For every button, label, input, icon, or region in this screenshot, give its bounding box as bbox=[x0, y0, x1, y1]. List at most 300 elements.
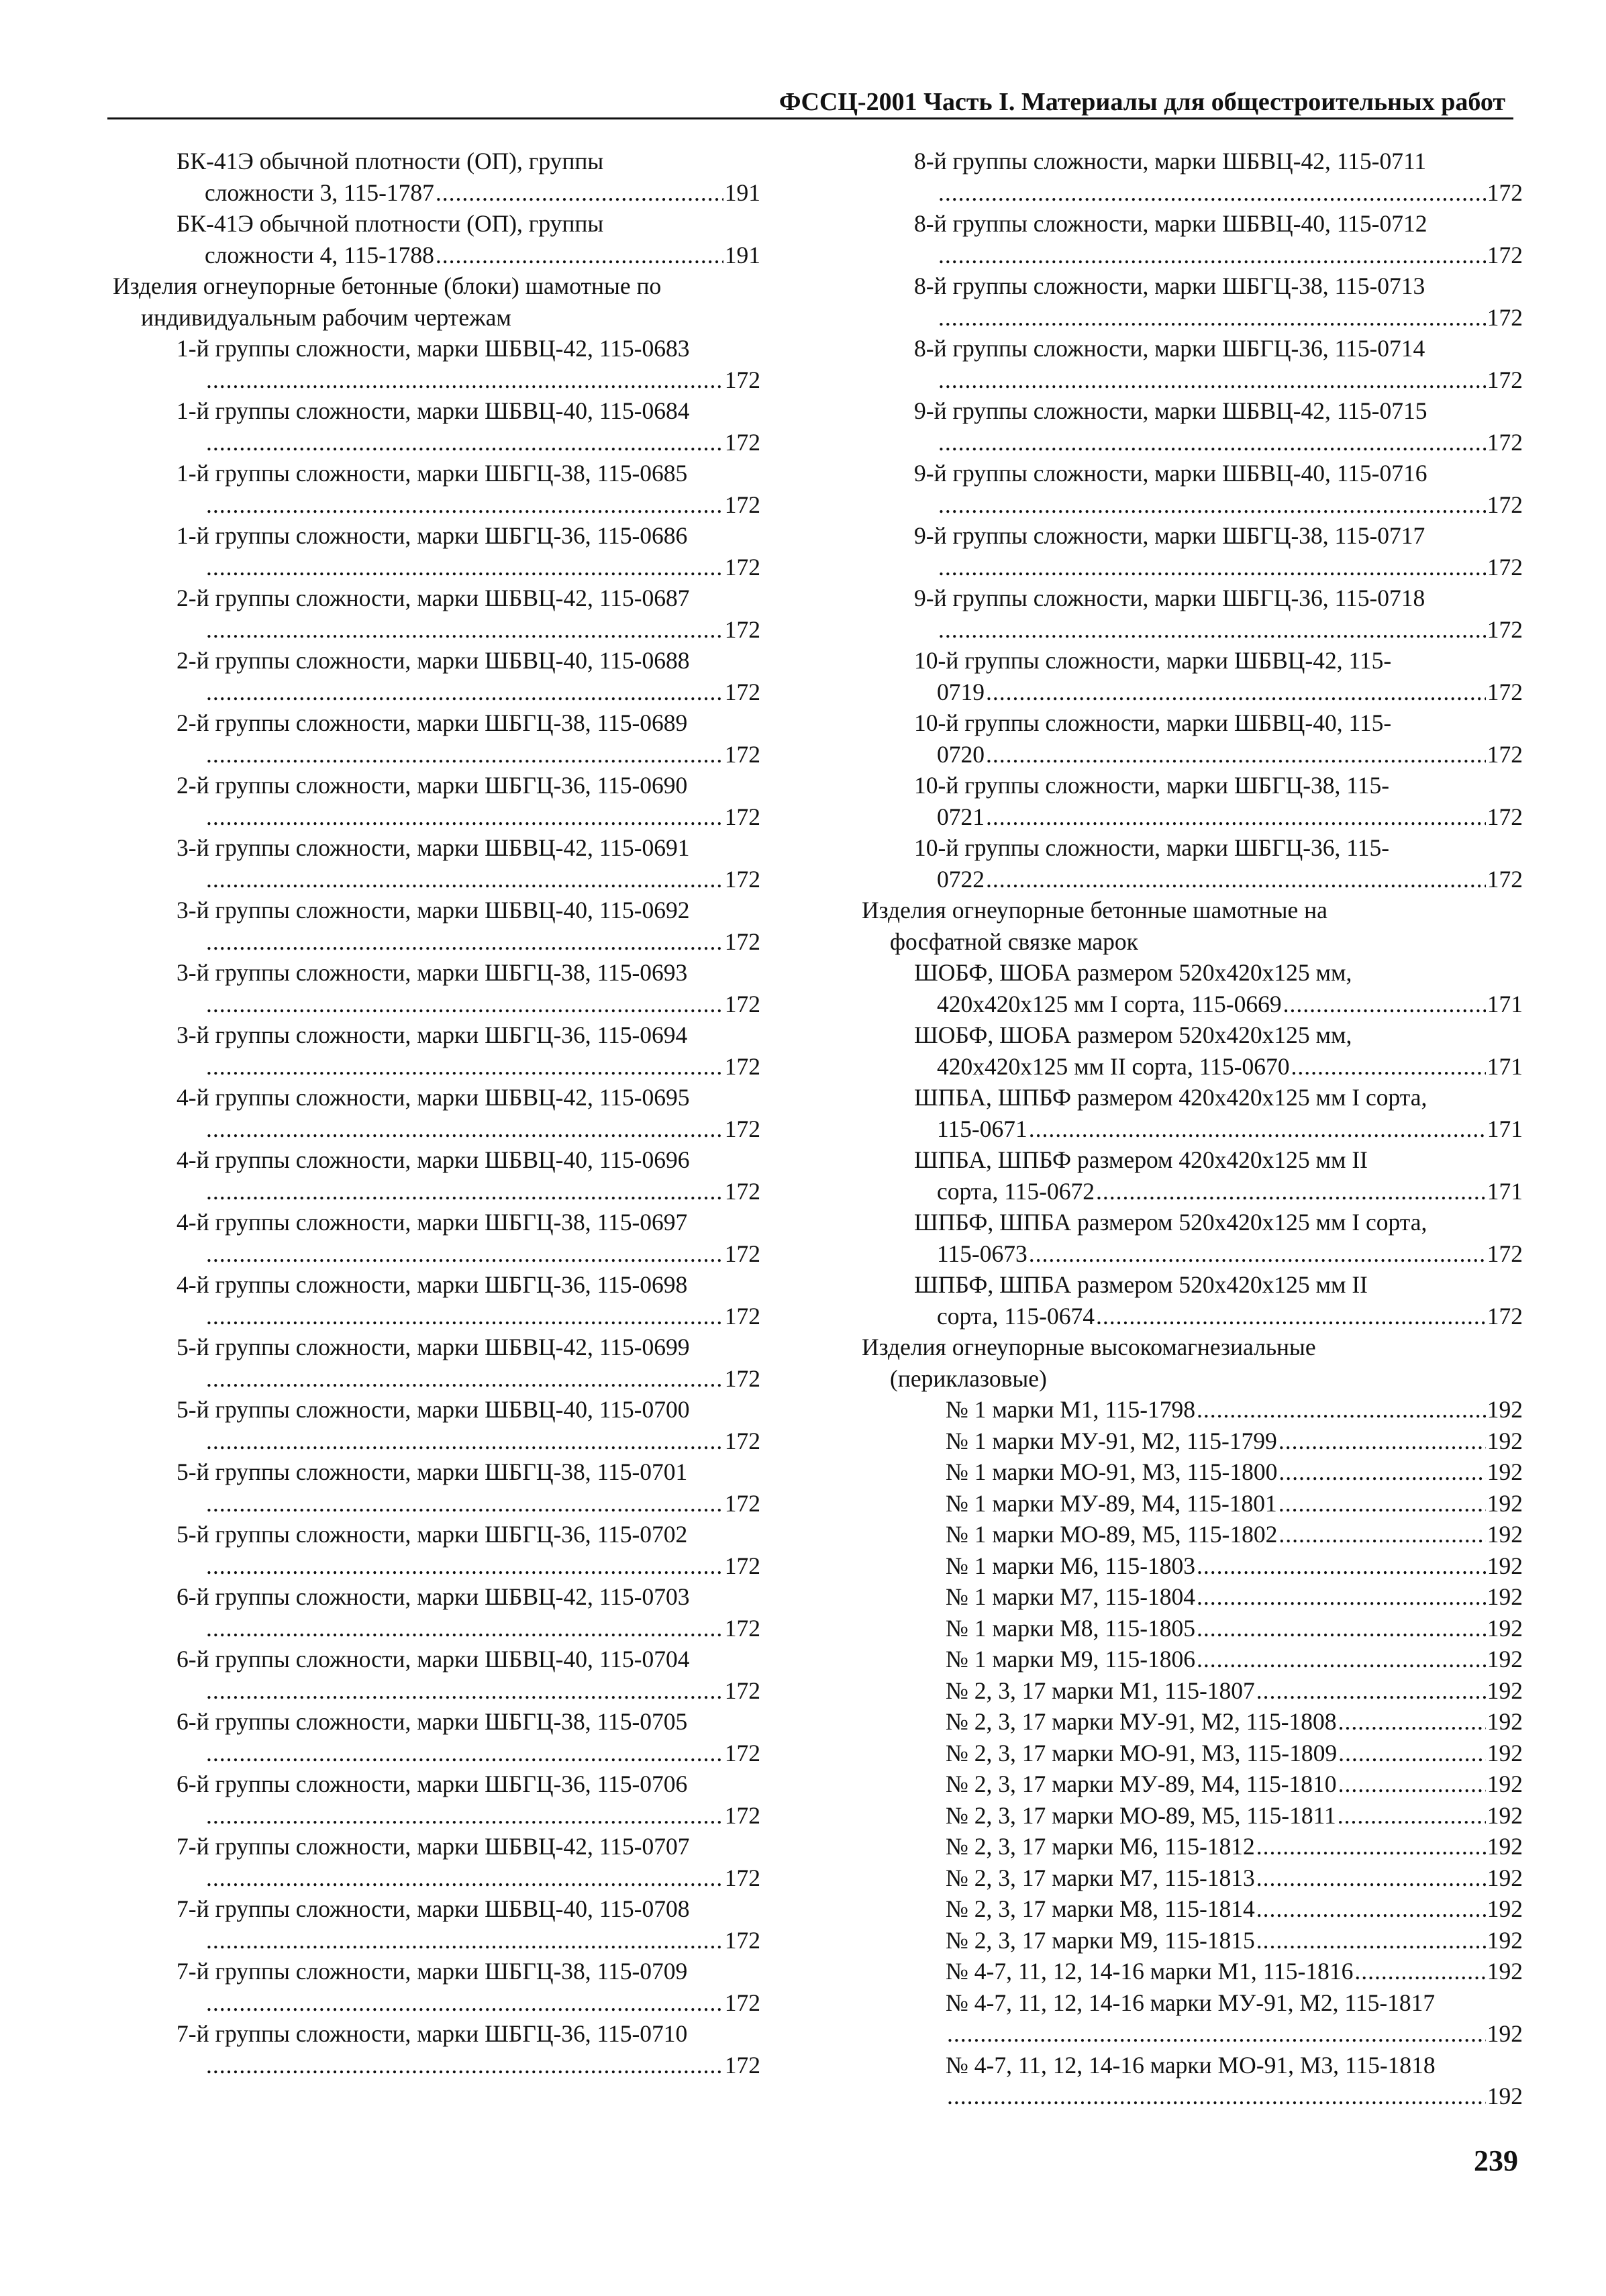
index-entry-line bbox=[113, 1082, 760, 1113]
entry-text: № 2, 3, 17 марки МО-89, М5, 115-1811 bbox=[946, 1801, 1336, 1829]
entry-text: сложности 3, 115-1787 bbox=[205, 179, 434, 206]
dot-leader bbox=[1336, 1800, 1486, 1832]
index-entry-line bbox=[862, 677, 1523, 708]
entry-page-ref: 172 bbox=[1487, 1302, 1523, 1330]
entry-text: 2-й группы сложности, марки ШБВЦ-40, 115-0688 bbox=[177, 647, 690, 674]
index-entry-line bbox=[862, 1987, 1523, 2019]
entry-text: (периклазовые) bbox=[890, 1364, 1047, 1392]
dot-leader bbox=[1337, 1738, 1486, 1769]
entry-page-ref: 172 bbox=[724, 1115, 760, 1142]
index-entry-line bbox=[113, 832, 760, 864]
dot-leader bbox=[205, 801, 723, 833]
entry-text: № 1 марки МУ-89, М4, 115-1801 bbox=[946, 1489, 1277, 1517]
dot-leader bbox=[1277, 1488, 1486, 1519]
entry-text: Изделия огнеупорные высокомагнезиальные bbox=[862, 1334, 1316, 1360]
dot-leader bbox=[1095, 1176, 1486, 1207]
entry-text: 9-й группы сложности, марки ШБВЦ-42, 115-0715 bbox=[914, 397, 1427, 424]
entry-text: № 1 марки М8, 115-1805 bbox=[946, 1614, 1196, 1642]
index-entry-line bbox=[113, 302, 760, 334]
index-entry-line bbox=[113, 1800, 760, 1832]
index-entry-line bbox=[862, 1238, 1523, 1270]
index-entry-line bbox=[862, 1113, 1523, 1145]
entry-page-ref: 171 bbox=[1487, 1177, 1523, 1205]
dot-leader bbox=[205, 1613, 723, 1644]
index-entry-line bbox=[862, 1862, 1523, 1894]
index-entry-line bbox=[862, 1644, 1523, 1675]
dot-leader bbox=[937, 177, 1486, 209]
entry-text: 115-0671 bbox=[937, 1115, 1027, 1142]
entry-text: 4-й группы сложности, марки ШБГЦ-36, 115-0698 bbox=[177, 1271, 688, 1298]
entry-page-ref: 192 bbox=[1487, 1708, 1523, 1735]
entry-text: 0720 bbox=[937, 740, 985, 768]
entry-text: 3-й группы сложности, марки ШБВЦ-42, 115-0691 bbox=[177, 834, 690, 861]
index-entry-line bbox=[862, 146, 1523, 177]
index-entry-line bbox=[113, 177, 760, 209]
entry-text: сложности 4, 115-1788 bbox=[205, 241, 434, 268]
index-entry-line bbox=[113, 1519, 760, 1550]
index-entry-line bbox=[862, 427, 1523, 458]
index-entry-line bbox=[113, 1768, 760, 1800]
running-header-title: ФССЦ-2001 Часть I. Материалы для общестроительных работ bbox=[779, 88, 1505, 116]
index-entry-line bbox=[862, 177, 1523, 209]
index-entry-line bbox=[113, 1706, 760, 1738]
index-entry-line bbox=[862, 864, 1523, 895]
index-entry-line bbox=[862, 1613, 1523, 1644]
entry-page-ref: 172 bbox=[724, 1989, 760, 2016]
entry-text: № 4-7, 11, 12, 14-16 марки М1, 115-1816 bbox=[946, 1958, 1354, 1985]
running-header bbox=[107, 86, 1513, 119]
dot-leader bbox=[1195, 1394, 1486, 1426]
index-entry-line bbox=[862, 1176, 1523, 1207]
dot-leader bbox=[1337, 1706, 1486, 1738]
dot-leader bbox=[205, 1987, 723, 2019]
dot-leader bbox=[205, 2050, 723, 2081]
entry-page-ref: 192 bbox=[1487, 2083, 1523, 2109]
dot-leader bbox=[1027, 1113, 1486, 1145]
entry-page-ref: 172 bbox=[1487, 428, 1523, 456]
index-entry-line bbox=[113, 801, 760, 833]
entry-text: 420х420х125 мм I сорта, 115-0669 bbox=[937, 990, 1282, 1017]
dot-leader bbox=[985, 677, 1486, 708]
entry-text: сорта, 115-0672 bbox=[937, 1177, 1095, 1205]
entry-page-ref: 171 bbox=[1487, 1052, 1523, 1080]
index-entry-line bbox=[862, 1800, 1523, 1832]
entry-page-ref: 172 bbox=[724, 1677, 760, 1704]
entry-page-ref: 172 bbox=[724, 1552, 760, 1579]
entry-text: 0719 bbox=[937, 678, 985, 705]
dot-leader bbox=[205, 552, 723, 583]
dot-leader bbox=[205, 989, 723, 1020]
entry-text: 10-й группы сложности, марки ШБГЦ-36, 115- bbox=[914, 834, 1390, 861]
entry-text: № 1 марки МО-91, М3, 115-1800 bbox=[946, 1458, 1278, 1485]
entry-page-ref: 192 bbox=[1487, 1521, 1523, 1548]
index-entry-line bbox=[862, 2081, 1523, 2112]
entry-text: 8-й группы сложности, марки ШБГЦ-36, 115-0714 bbox=[914, 335, 1425, 362]
index-entry-line bbox=[862, 458, 1523, 489]
entry-page-ref: 172 bbox=[1487, 865, 1523, 893]
entry-text: 3-й группы сложности, марки ШБГЦ-38, 115-0693 bbox=[177, 959, 688, 986]
entry-text: № 1 марки М9, 115-1806 bbox=[946, 1646, 1196, 1673]
entry-page-ref: 172 bbox=[724, 678, 760, 705]
index-entry-line bbox=[113, 1987, 760, 2019]
index-entry-line bbox=[862, 614, 1523, 646]
entry-text: 10-й группы сложности, марки ШБГЦ-38, 115- bbox=[914, 772, 1390, 799]
index-entry-line bbox=[862, 302, 1523, 334]
index-entry-line bbox=[113, 770, 760, 801]
index-entry-line bbox=[113, 864, 760, 895]
index-entry-line bbox=[113, 739, 760, 770]
entry-text: 7-й группы сложности, марки ШБГЦ-38, 115-0709 bbox=[177, 1958, 688, 1985]
index-entry-line bbox=[862, 2050, 1523, 2081]
entry-text: 9-й группы сложности, марки ШБГЦ-38, 115-0717 bbox=[914, 522, 1425, 549]
entry-text: № 4-7, 11, 12, 14-16 марки МО-91, М3, 115-1818 bbox=[946, 2051, 1436, 2079]
index-entry-line bbox=[862, 895, 1523, 926]
index-entry-line bbox=[113, 1925, 760, 1956]
index-entry-line bbox=[113, 645, 760, 677]
index-entry-line bbox=[113, 1613, 760, 1644]
index-entry-line bbox=[113, 1301, 760, 1332]
entry-page-ref: 172 bbox=[724, 491, 760, 518]
index-entry-line bbox=[862, 1519, 1523, 1550]
entry-text: 5-й группы сложности, марки ШБГЦ-38, 115-0701 bbox=[177, 1458, 688, 1485]
entry-text: 4-й группы сложности, марки ШБГЦ-38, 115-0697 bbox=[177, 1209, 688, 1236]
entry-page-ref: 172 bbox=[724, 1489, 760, 1517]
entry-page-ref: 192 bbox=[1487, 1552, 1523, 1579]
entry-page-ref: 172 bbox=[724, 990, 760, 1017]
entry-text: 7-й группы сложности, марки ШБВЦ-40, 115-0708 bbox=[177, 1895, 690, 1922]
entry-page-ref: 172 bbox=[724, 1801, 760, 1829]
index-entry-line bbox=[862, 1019, 1523, 1051]
dot-leader bbox=[1195, 1644, 1486, 1675]
dot-leader bbox=[205, 1363, 723, 1395]
index-entry-line bbox=[113, 614, 760, 646]
entry-page-ref: 192 bbox=[1487, 1646, 1523, 1673]
entry-text: № 4-7, 11, 12, 14-16 марки МУ-91, М2, 115-1817 bbox=[946, 1989, 1436, 2016]
index-entry-line bbox=[113, 926, 760, 958]
entry-text: 2-й группы сложности, марки ШБГЦ-38, 115-0689 bbox=[177, 709, 688, 736]
entry-text: 7-й группы сложности, марки ШБВЦ-42, 115-0707 bbox=[177, 1833, 690, 1860]
entry-page-ref: 192 bbox=[1487, 2020, 1523, 2047]
dot-leader bbox=[1195, 1613, 1486, 1644]
index-entry-line bbox=[862, 270, 1523, 302]
entry-page-ref: 172 bbox=[724, 1739, 760, 1766]
dot-leader bbox=[937, 240, 1486, 271]
entry-page-ref: 192 bbox=[1487, 1895, 1523, 1922]
dot-leader bbox=[1255, 1675, 1486, 1707]
index-entry-line bbox=[113, 489, 760, 521]
index-entry-line bbox=[862, 1456, 1523, 1488]
dot-leader bbox=[205, 489, 723, 521]
dot-leader bbox=[205, 1238, 723, 1270]
entry-text: № 2, 3, 17 марки М9, 115-1815 bbox=[946, 1926, 1255, 1954]
dot-leader bbox=[1353, 1956, 1485, 1987]
entry-page-ref: 192 bbox=[1487, 1958, 1523, 1985]
index-entry-line bbox=[113, 1113, 760, 1145]
index-entry-line bbox=[113, 1176, 760, 1207]
index-entry-line bbox=[862, 489, 1523, 521]
index-entry-line bbox=[862, 552, 1523, 583]
index-entry-line bbox=[113, 1332, 760, 1363]
entry-page-ref: 171 bbox=[1487, 990, 1523, 1017]
entry-page-ref: 172 bbox=[724, 1364, 760, 1392]
dot-leader bbox=[937, 489, 1486, 521]
index-entry-line bbox=[862, 1925, 1523, 1956]
index-entry-line bbox=[113, 677, 760, 708]
dot-leader bbox=[205, 1426, 723, 1457]
entry-text: № 2, 3, 17 марки М6, 115-1812 bbox=[946, 1833, 1255, 1860]
dot-leader bbox=[205, 864, 723, 895]
index-entry-line bbox=[113, 2050, 760, 2081]
entry-text: 6-й группы сложности, марки ШБГЦ-38, 115-0705 bbox=[177, 1708, 688, 1735]
dot-leader bbox=[205, 1550, 723, 1582]
index-entry-line bbox=[113, 1144, 760, 1176]
entry-page-ref: 172 bbox=[724, 1177, 760, 1205]
entry-text: 3-й группы сложности, марки ШБВЦ-40, 115-0692 bbox=[177, 897, 690, 924]
dot-leader bbox=[1255, 1925, 1486, 1956]
entry-page-ref: 192 bbox=[1487, 1770, 1523, 1797]
entry-page-ref: 192 bbox=[1487, 1458, 1523, 1485]
index-entry-line bbox=[862, 957, 1523, 989]
dot-leader bbox=[985, 739, 1486, 770]
entry-text: 10-й группы сложности, марки ШБВЦ-40, 115- bbox=[914, 709, 1392, 736]
index-entry-line bbox=[113, 395, 760, 427]
index-entry-line bbox=[862, 395, 1523, 427]
entry-text: 1-й группы сложности, марки ШБВЦ-40, 115-0684 bbox=[177, 397, 690, 424]
entry-page-ref: 172 bbox=[1487, 1240, 1523, 1267]
index-entry-line bbox=[113, 895, 760, 926]
entry-text: 9-й группы сложности, марки ШБВЦ-40, 115-0716 bbox=[914, 460, 1427, 487]
index-entry-line bbox=[113, 1238, 760, 1270]
index-entry-line bbox=[113, 458, 760, 489]
entry-text: 4-й группы сложности, марки ШБВЦ-42, 115-0695 bbox=[177, 1084, 690, 1111]
dot-leader bbox=[205, 1862, 723, 1894]
index-entry-line bbox=[113, 208, 760, 240]
entry-page-ref: 192 bbox=[1487, 1864, 1523, 1891]
entry-text: Изделия огнеупорные бетонные шамотные на bbox=[862, 897, 1327, 924]
index-entry-line bbox=[113, 270, 760, 302]
entry-text: 1-й группы сложности, марки ШБВЦ-42, 115-0683 bbox=[177, 335, 690, 362]
index-entry-line bbox=[113, 333, 760, 364]
index-entry-line bbox=[862, 1144, 1523, 1176]
index-entry-line bbox=[113, 1550, 760, 1582]
entry-page-ref: 172 bbox=[724, 1926, 760, 1954]
index-entry-line bbox=[862, 1956, 1523, 1987]
index-entry-line bbox=[113, 583, 760, 614]
index-entry-line bbox=[862, 707, 1523, 739]
entry-page-ref: 172 bbox=[1487, 491, 1523, 518]
index-entry-line bbox=[862, 1363, 1523, 1395]
entry-page-ref: 172 bbox=[724, 1052, 760, 1080]
entry-page-ref: 172 bbox=[1487, 740, 1523, 768]
entry-page-ref: 172 bbox=[724, 615, 760, 643]
entry-text: 0721 bbox=[937, 803, 985, 830]
index-entry-line bbox=[862, 2018, 1523, 2050]
index-entry-line bbox=[113, 1862, 760, 1894]
index-entry-line bbox=[862, 989, 1523, 1020]
index-entry-line bbox=[113, 240, 760, 271]
entry-text: 6-й группы сложности, марки ШБВЦ-42, 115-0703 bbox=[177, 1583, 690, 1610]
entry-text: № 1 марки М6, 115-1803 bbox=[946, 1552, 1196, 1579]
dot-leader bbox=[205, 677, 723, 708]
index-entry-line bbox=[862, 1738, 1523, 1769]
index-column-left bbox=[113, 146, 760, 2081]
index-entry-line bbox=[113, 1581, 760, 1613]
entry-page-ref: 192 bbox=[1487, 1614, 1523, 1642]
entry-page-ref: 172 bbox=[724, 1427, 760, 1454]
dot-leader bbox=[1255, 1893, 1486, 1925]
entry-page-ref: 172 bbox=[724, 803, 760, 830]
index-entry-line bbox=[113, 364, 760, 396]
entry-page-ref: 191 bbox=[724, 179, 760, 206]
entry-text: 115-0673 bbox=[937, 1240, 1027, 1267]
dot-leader bbox=[937, 364, 1486, 396]
entry-page-ref: 172 bbox=[1487, 615, 1523, 643]
entry-page-ref: 172 bbox=[724, 865, 760, 893]
index-entry-line bbox=[862, 1675, 1523, 1707]
entry-page-ref: 172 bbox=[724, 1240, 760, 1267]
page-number: 239 bbox=[1474, 2144, 1518, 2177]
index-entry-line bbox=[862, 1207, 1523, 1238]
index-entry-line bbox=[113, 2018, 760, 2050]
dot-leader bbox=[1277, 1426, 1486, 1457]
entry-text: 7-й группы сложности, марки ШБГЦ-36, 115-0710 bbox=[177, 2020, 688, 2047]
index-entry-line bbox=[113, 427, 760, 458]
dot-leader bbox=[1255, 1862, 1486, 1894]
entry-text: № 2, 3, 17 марки М7, 115-1813 bbox=[946, 1864, 1255, 1891]
dot-leader bbox=[205, 1051, 723, 1083]
dot-leader bbox=[1282, 989, 1486, 1020]
dot-leader bbox=[205, 1738, 723, 1769]
entry-page-ref: 192 bbox=[1487, 1677, 1523, 1704]
dot-leader bbox=[937, 552, 1486, 583]
entry-text: 9-й группы сложности, марки ШБГЦ-36, 115-0718 bbox=[914, 585, 1425, 611]
entry-text: фосфатной связке марок bbox=[890, 928, 1138, 955]
index-entry-line bbox=[113, 1831, 760, 1862]
entry-text: ШПБФ, ШПБА размером 520х420х125 мм II bbox=[914, 1271, 1368, 1298]
index-entry-line bbox=[862, 1301, 1523, 1332]
dot-leader bbox=[205, 1176, 723, 1207]
index-entry-line bbox=[862, 1893, 1523, 1925]
index-entry-line bbox=[113, 1644, 760, 1675]
entry-page-ref: 172 bbox=[1487, 241, 1523, 268]
index-entry-line bbox=[862, 1082, 1523, 1113]
dot-leader bbox=[205, 1925, 723, 1956]
index-entry-line bbox=[113, 1456, 760, 1488]
entry-text: 0722 bbox=[937, 865, 985, 893]
entry-page-ref: 172 bbox=[724, 553, 760, 581]
dot-leader bbox=[1095, 1301, 1486, 1332]
index-entry-line bbox=[862, 832, 1523, 864]
index-entry-line bbox=[862, 583, 1523, 614]
entry-page-ref: 192 bbox=[1487, 1926, 1523, 1954]
entry-page-ref: 192 bbox=[1487, 1739, 1523, 1766]
entry-text: 10-й группы сложности, марки ШБВЦ-42, 115- bbox=[914, 647, 1392, 674]
entry-text: 6-й группы сложности, марки ШБВЦ-40, 115-0704 bbox=[177, 1646, 690, 1673]
entry-text: 3-й группы сложности, марки ШБГЦ-36, 115-0694 bbox=[177, 1021, 688, 1048]
entry-text: № 1 марки М1, 115-1798 bbox=[946, 1396, 1196, 1423]
dot-leader bbox=[1195, 1581, 1486, 1613]
entry-text: БК-41Э обычной плотности (ОП), группы bbox=[177, 210, 604, 237]
index-entry-line bbox=[862, 1051, 1523, 1083]
index-entry-line bbox=[862, 364, 1523, 396]
index-entry-line bbox=[113, 1207, 760, 1238]
index-entry-line bbox=[862, 333, 1523, 364]
index-entry-line bbox=[862, 1394, 1523, 1426]
entry-text: ШОБФ, ШОБА размером 520х420х125 мм, bbox=[914, 1021, 1352, 1048]
dot-leader bbox=[205, 427, 723, 458]
entry-page-ref: 172 bbox=[724, 1302, 760, 1330]
index-entry-line bbox=[113, 1051, 760, 1083]
entry-text: № 1 марки МО-89, М5, 115-1802 bbox=[946, 1521, 1278, 1548]
dot-leader bbox=[946, 2081, 1486, 2112]
index-entry-line bbox=[113, 1675, 760, 1707]
dot-leader bbox=[985, 864, 1486, 895]
entry-page-ref: 192 bbox=[1487, 1583, 1523, 1610]
entry-text: 8-й группы сложности, марки ШБВЦ-42, 115-0711 bbox=[914, 148, 1427, 174]
entry-text: 5-й группы сложности, марки ШБВЦ-40, 115-0700 bbox=[177, 1396, 690, 1423]
entry-page-ref: 192 bbox=[1487, 1427, 1523, 1454]
entry-text: № 2, 3, 17 марки МО-91, М3, 115-1809 bbox=[946, 1739, 1338, 1766]
dot-leader bbox=[434, 177, 723, 209]
entry-page-ref: 172 bbox=[1487, 303, 1523, 331]
entry-page-ref: 172 bbox=[724, 1614, 760, 1642]
entry-page-ref: 172 bbox=[724, 928, 760, 955]
index-entry-line bbox=[862, 801, 1523, 833]
entry-text: 4-й группы сложности, марки ШБВЦ-40, 115-0696 bbox=[177, 1146, 690, 1173]
index-entry-line bbox=[113, 989, 760, 1020]
entry-text: № 1 марки М7, 115-1804 bbox=[946, 1583, 1196, 1610]
entry-text: Изделия огнеупорные бетонные (блоки) шамотные по bbox=[113, 272, 662, 299]
entry-text: ШПБА, ШПБФ размером 420х420х125 мм II bbox=[914, 1146, 1368, 1173]
index-entry-line bbox=[862, 1831, 1523, 1862]
dot-leader bbox=[205, 1488, 723, 1519]
index-entry-line bbox=[862, 1332, 1523, 1363]
index-entry-line bbox=[862, 208, 1523, 240]
entry-page-ref: 172 bbox=[1487, 366, 1523, 393]
dot-leader bbox=[205, 1800, 723, 1832]
dot-leader bbox=[1277, 1456, 1485, 1488]
entry-text: 1-й группы сложности, марки ШБГЦ-38, 115-0685 bbox=[177, 460, 688, 487]
entry-text: БК-41Э обычной плотности (ОП), группы bbox=[177, 148, 604, 174]
dot-leader bbox=[1027, 1238, 1486, 1270]
index-entry-line bbox=[862, 1550, 1523, 1582]
entry-text: сорта, 115-0674 bbox=[937, 1302, 1095, 1330]
entry-text: 5-й группы сложности, марки ШБГЦ-36, 115-0702 bbox=[177, 1521, 688, 1548]
index-entry-line bbox=[862, 1768, 1523, 1800]
dot-leader bbox=[1255, 1831, 1486, 1862]
index-entry-line bbox=[113, 1893, 760, 1925]
index-column-right bbox=[862, 146, 1523, 2112]
index-entry-line bbox=[113, 1956, 760, 1987]
entry-text: № 2, 3, 17 марки М8, 115-1814 bbox=[946, 1895, 1255, 1922]
dot-leader bbox=[205, 926, 723, 958]
index-entry-line bbox=[113, 1394, 760, 1426]
entry-page-ref: 172 bbox=[724, 2051, 760, 2079]
entry-text: 420х420х125 мм II сорта, 115-0670 bbox=[937, 1052, 1290, 1080]
index-entry-line bbox=[113, 1269, 760, 1301]
entry-page-ref: 192 bbox=[1487, 1489, 1523, 1517]
entry-page-ref: 172 bbox=[1487, 179, 1523, 206]
entry-text: № 2, 3, 17 марки МУ-89, М4, 115-1810 bbox=[946, 1770, 1337, 1797]
index-entry-line bbox=[113, 552, 760, 583]
dot-leader bbox=[1195, 1550, 1486, 1582]
entry-text: 8-й группы сложности, марки ШБГЦ-38, 115-0713 bbox=[914, 272, 1425, 299]
dot-leader bbox=[937, 614, 1486, 646]
index-entry-line bbox=[862, 1706, 1523, 1738]
index-entry-line bbox=[113, 1426, 760, 1457]
index-entry-line bbox=[113, 1738, 760, 1769]
entry-page-ref: 172 bbox=[724, 740, 760, 768]
